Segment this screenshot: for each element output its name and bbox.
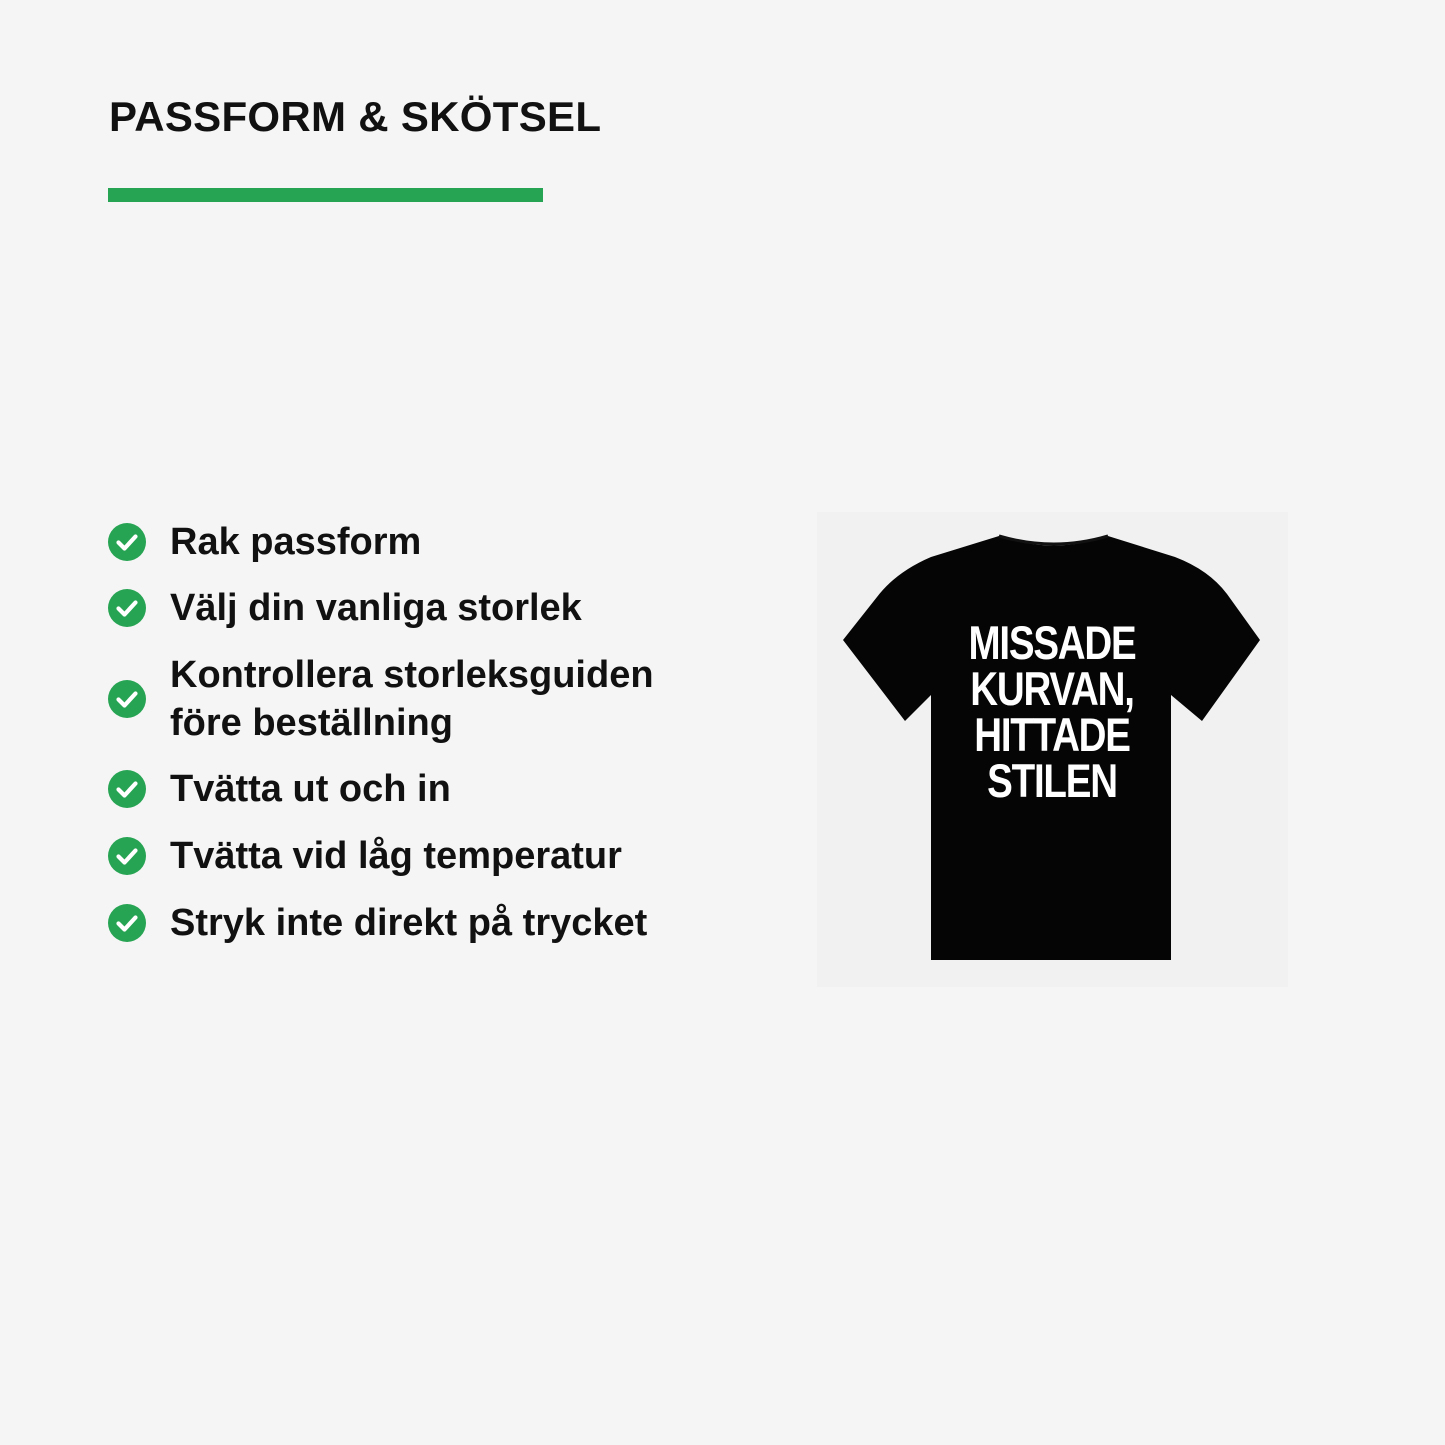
feature-item <box>108 584 748 632</box>
feature-text: Kontrollera storleksguiden före beställning <box>170 654 654 744</box>
feature-text: Stryk inte direkt på trycket <box>170 902 648 944</box>
check-circle-icon <box>108 523 146 561</box>
product-image <box>817 512 1288 987</box>
feature-text: Tvätta ut och in <box>170 768 451 810</box>
feature-item <box>108 899 748 947</box>
shirt-print-text: MISSADE KURVAN, HITTADE STILEN <box>968 616 1136 807</box>
page-title: PASSFORM & SKÖTSEL <box>109 93 602 140</box>
check-circle-icon <box>108 680 146 718</box>
feature-text: Välj din vanliga storlek <box>170 587 582 629</box>
feature-item <box>108 651 748 747</box>
check-circle-icon <box>108 904 146 942</box>
feature-text: Rak passform <box>170 521 422 563</box>
feature-text: Tvätta vid låg temperatur <box>170 835 622 877</box>
feature-list <box>108 0 748 1445</box>
feature-item <box>108 518 748 566</box>
feature-item <box>108 832 748 880</box>
check-circle-icon <box>108 589 146 627</box>
check-circle-icon <box>108 837 146 875</box>
feature-item <box>108 765 748 813</box>
check-circle-icon <box>108 770 146 808</box>
